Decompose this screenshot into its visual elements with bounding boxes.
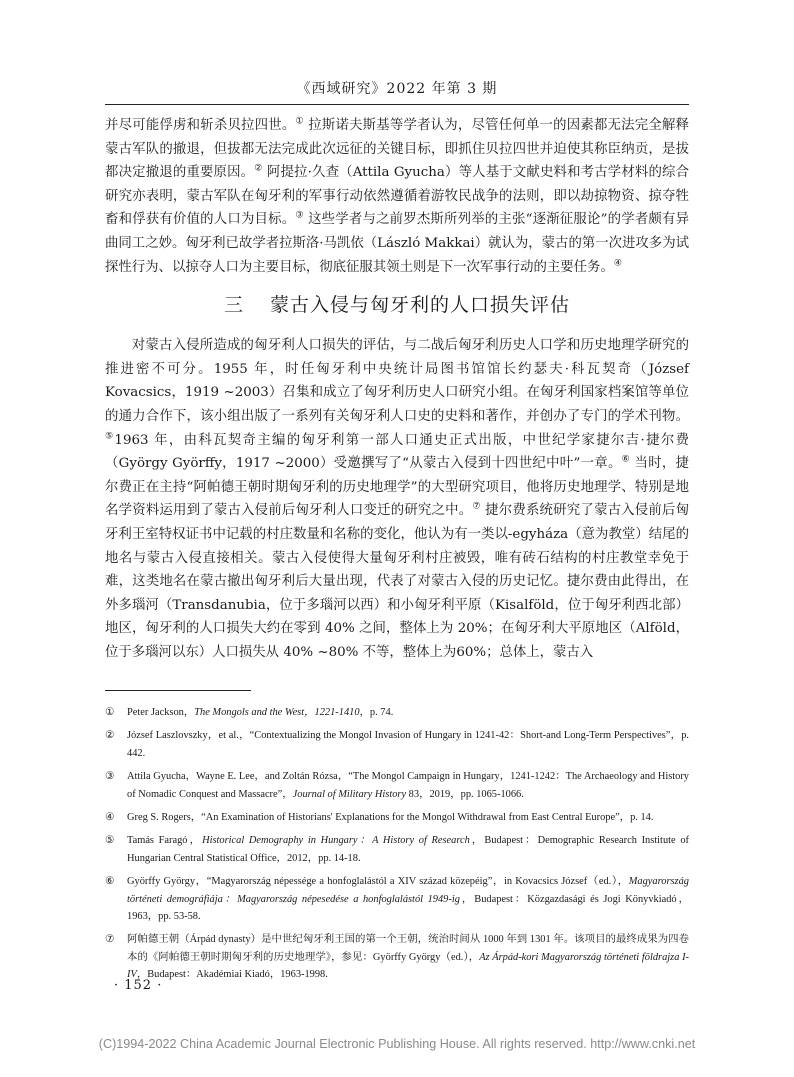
footnote-mark: ① — [105, 707, 115, 718]
footnote-item — [105, 727, 689, 762]
footnote-mark: ② — [105, 730, 115, 742]
footnote-mark: ④ — [105, 812, 115, 824]
footnote-text: Attila Gyucha，Wayne E. Lee，and Zoltán Rózsa，“The Mongol Campaign in Hungary，1241-1242：The Archaeology and History of Nomadic Conquest and Massacre”，Journal of Military History 83，2019，pp. 1065-1066. — [127, 771, 689, 800]
footnote-mark: ⑦ — [105, 934, 115, 946]
footnote-text: Györffy György，“Magyarország népessége a honfoglalástól a XIV század közepéig”，in Kovacsics József（ed.），Magyarország történeti demográfiája：Magyarország népesedése a honfoglalástól 1949-ig，Budapest：Közgazdasági és Jogi Könyvkiadó，1963，pp. 53-58. — [127, 876, 689, 923]
journal-header: 《西域研究》2022 年第 3 期 — [296, 81, 498, 97]
section-heading — [105, 293, 689, 317]
footnote-ref-1[interactable]: ① — [295, 116, 304, 127]
footnote-text: Greg S. Rogers，“An Examination of Historians' Explanations for the Mongol Withdrawal from East Central Europe”，p. 14. — [127, 812, 654, 824]
footnote-item — [105, 768, 689, 803]
footnote-ref-2[interactable]: ② — [254, 163, 263, 174]
footnote-item — [105, 832, 689, 867]
footnote-text: József Laszlovszky，et al.，“Contextualizing the Mongol Invasion of Hungary in 1241-42：Short-and Long-Term Perspectives”，p. 442. — [127, 730, 689, 759]
footnote-rule — [105, 690, 251, 691]
footnote-ref-3[interactable]: ③ — [295, 210, 304, 221]
footnote-mark: ⑤ — [105, 835, 115, 847]
body-text — [105, 114, 689, 664]
copyright-notice: (C)1994-2022 China Academic Journal Electronic Publishing House. All rights reserved. http://www.cnki.net — [98, 1037, 696, 1051]
footnote-text: Tamás Faragó，Historical Demography in Hungary：A History of Research，Budapest：Demographic Research Institute of Hungarian Central Statistical Office，2012，pp. 14-18. — [127, 835, 689, 864]
footnote-text: 阿帕德王朝（Árpád dynasty）是中世纪匈牙利王国的第一个王朝，统治时间从 1000 年到 1301 年。该项目的最终成果为四卷本的《阿帕德王朝时期匈牙利的历史地理学》，参见：Györffy György（ed.），Az Árpád-kori Magyarország történeti földrajza I-IV，Budapest：Akadémiai Kiadó，1963-1998. — [127, 934, 689, 981]
footnote-item — [105, 873, 689, 925]
header-rule — [105, 104, 689, 105]
paragraph-1: 并尽可能俘虏和斩杀贝拉四世。① 拉斯诺夫斯基等学者认为，尽管任何单一的因素都无法完全解释蒙古军队的撤退，但拔都无法完成此次远征的关键目标，即抓住贝拉四世并迫使其称臣纳贡，是拔都决定撤退的重要原因。② 阿提拉·久查（Attila Gyucha）等人基于文献史料和考古学材料的综合研究亦表明，蒙古军队在匈牙利的军事行动依然遵循着游牧民战争的法则，即以劫掠物资、掠夺牲畜和俘获有价值的人口为目标。③ 这些学者与之前罗杰斯所列举的主张“逐渐征服论”的学者颇有异曲同工之妙。匈牙利已故学者拉斯洛·马凯依（László Makkai）就认为，蒙古的第一次进攻多为试探性行为、以掠夺人口为主要目标，彻底征服其领土则是下一次军事行动的主要任务。④ — [105, 116, 690, 275]
footnote-item — [105, 931, 689, 983]
section-number: 三 — [223, 294, 244, 317]
page-number: · 152 · — [114, 978, 163, 993]
paragraph-2: 对蒙古入侵所造成的匈牙利人口损失的评估，与二战后匈牙利历史人口学和历史地理学研究的推进密不可分。1955 年，时任匈牙利中央统计局图书馆馆长约瑟夫·科瓦契奇（József Kovacsics，1919 ~2003）召集和成立了匈牙利历史人口研究小组。在匈牙利国家档案馆等单位的通力合作下，该小组出版了一系列有关匈牙利人口史的史料和著作，并创办了专门的学术刊物。⑤1963 年，由科瓦契奇主编的匈牙利第一部人口通史正式出版，中世纪学家捷尔吉·捷尔费（György Györffy，1917 ~2000）受邀撰写了“从蒙古入侵到十四世纪中叶”一章。⑥ 当时，捷尔费正在主持“阿帕德王朝时期匈牙利的历史地理学”的大型研究项目，他将历史地理学、特别是地名学资料运用到了蒙古入侵前后匈牙利人口变迁的研究之中。⑦ 捷尔费系统研究了蒙古入侵前后匈牙利王室特权证书中记载的村庄数量和名称的变化，他认为有一类以-egyháza（意为教堂）结尾的地名与蒙古入侵直接相关。蒙古入侵使得大量匈牙利村庄被毁，唯有砖石结构的村庄教堂幸免于难，这类地名在蒙古撤出匈牙利后大量出现，代表了对蒙古入侵的历史记忆。捷尔费由此得出，在外多瑙河（Transdanubia，位于多瑙河以西）和小匈牙利平原（Kisalföld，位于匈牙利西北部）地区，匈牙利的人口损失大约在零到 40% 之间，整体上为 20%；在匈牙利大平原地区（Alföld，位于多瑙河以东）人口损失从 40% ~80% 不等，整体上为60%；总体上，蒙古入 — [105, 338, 689, 660]
footnote-text: Peter Jackson，The Mongols and the West，1221-1410，p. 74. — [127, 707, 394, 718]
footnote-mark: ③ — [105, 771, 115, 783]
footnote-mark: ⑥ — [105, 876, 115, 888]
footnote-ref-7[interactable]: ⑦ — [472, 501, 481, 512]
footnotes — [105, 704, 689, 990]
footnote-ref-4[interactable]: ④ — [613, 258, 622, 269]
footnote-item — [105, 809, 689, 826]
section-title: 蒙古入侵与匈牙利的人口损失评估 — [270, 294, 571, 317]
footnote-ref-6[interactable]: ⑥ — [621, 454, 630, 465]
footnote-item — [105, 704, 689, 721]
footnote-ref-5[interactable]: ⑤ — [105, 431, 115, 442]
